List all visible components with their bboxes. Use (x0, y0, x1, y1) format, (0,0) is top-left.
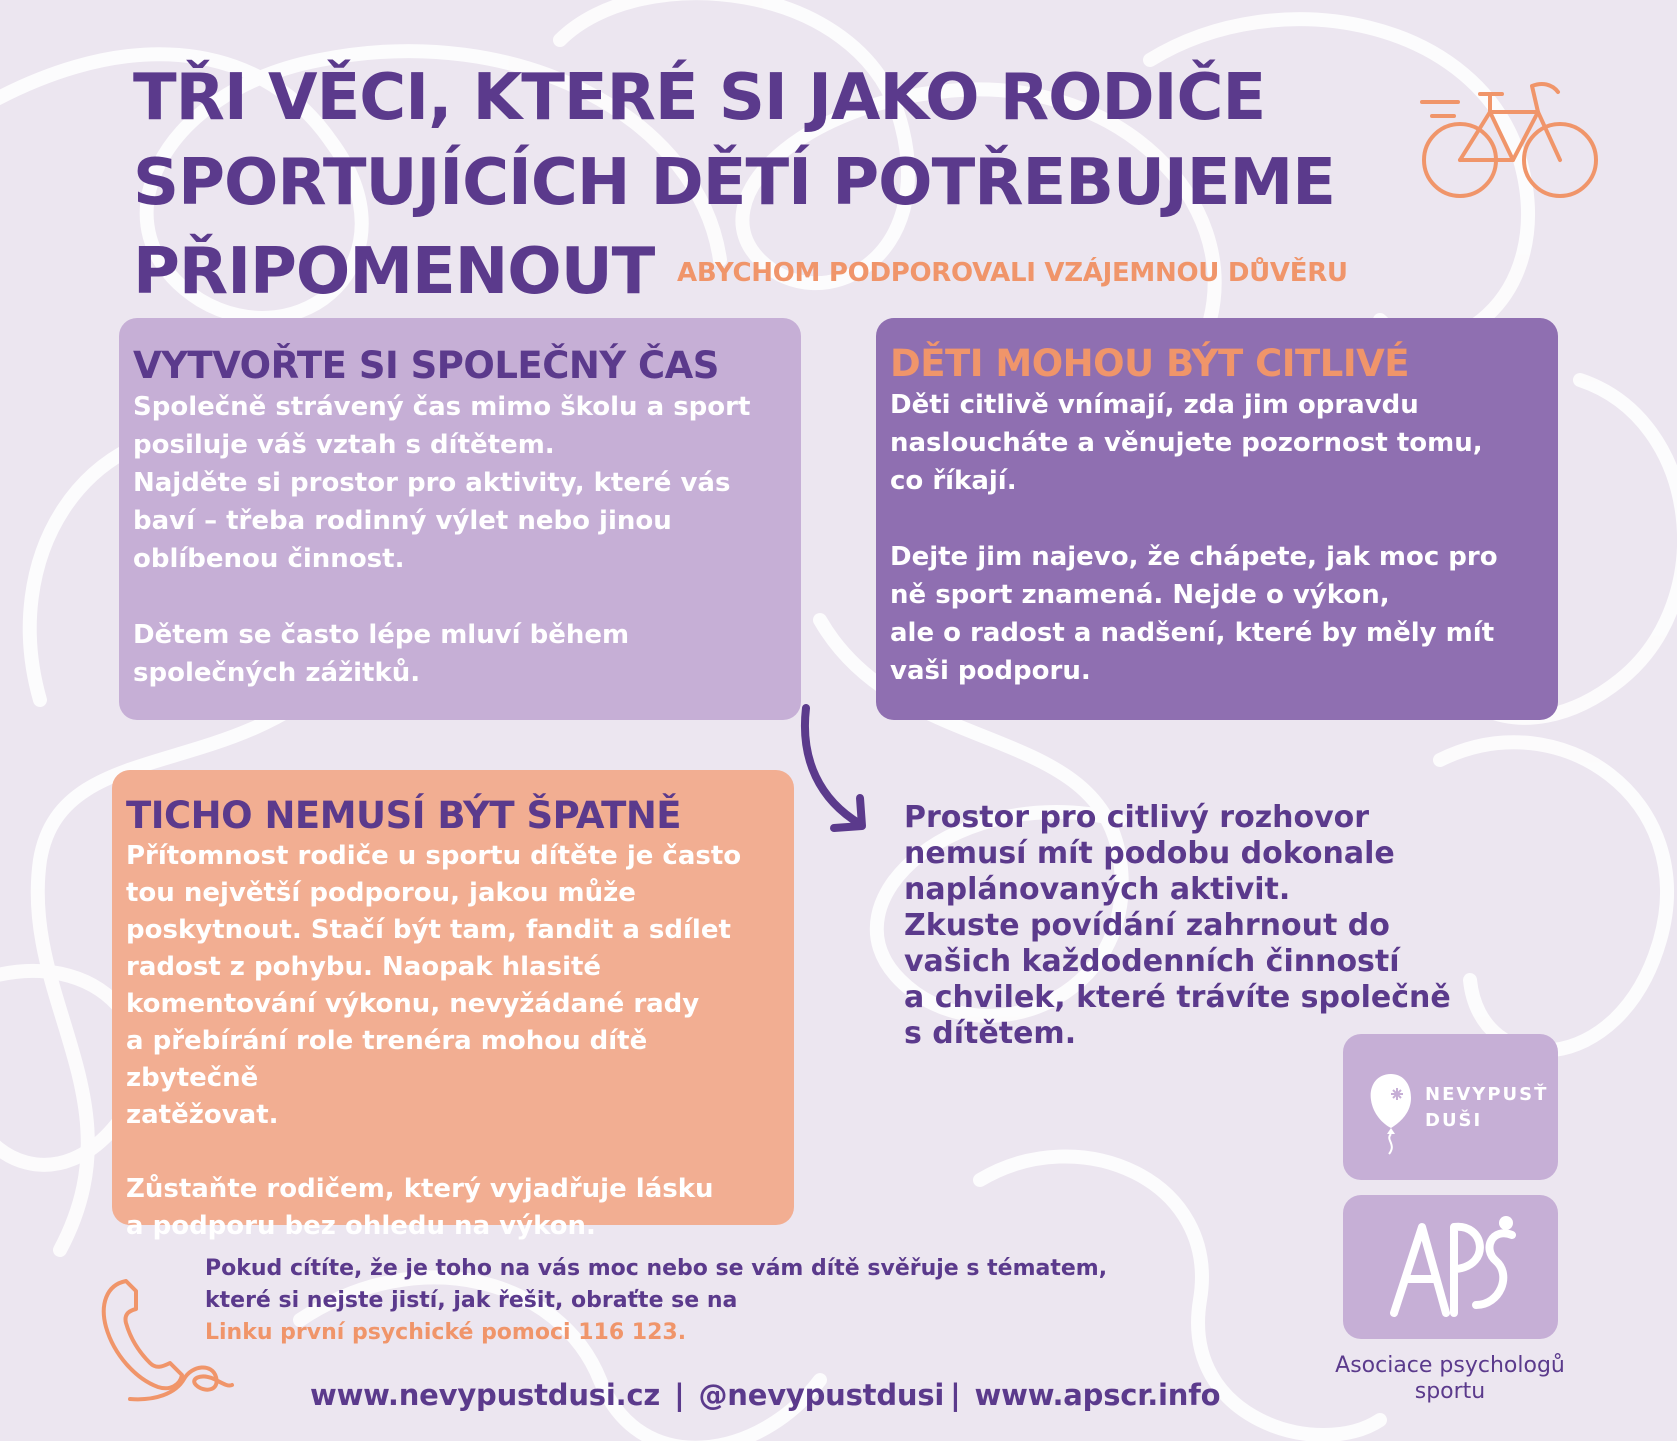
footer-separator: | (674, 1378, 685, 1412)
aps-monogram-icon (1388, 1213, 1528, 1323)
nevypust-dusi-text: NEVYPUSŤ DUŠI (1425, 1084, 1549, 1131)
card-heading: TICHO NEMUSÍ BÝT ŠPATNĚ (126, 794, 682, 837)
card-body: Společně strávený čas mimo školu a sport posiluje váš vztah s dítětem. Najděte si prostor pro aktivity, které vás baví – třeba rodinný výlet nebo jinou oblíbenou činnost. Dětem se často lépe mluví během společných zážitků. (133, 392, 751, 688)
conversation-tip: Prostor pro citlivý rozhovor nemusí mít podobu dokonale naplánovaných aktivit. Zkuste povídání zahrnout do vašich každodenních činností a chvilek, které trávíte společně s dítětem. (904, 800, 1451, 1051)
card-heading: DĚTI MOHOU BÝT CITLIVÉ (890, 342, 1409, 385)
title-line-2: SPORTUJÍCÍCH DĚTÍ POTŘEBUJEME (133, 146, 1335, 220)
subtitle: ABYCHOM PODPOROVALI VZÁJEMNOU DŮVĚRU (677, 258, 1348, 288)
bicycle-icon (1418, 80, 1603, 205)
website-link-apscr[interactable]: www.apscr.info (974, 1378, 1221, 1412)
aps-caption: Asociace psychologů sportu (1335, 1353, 1565, 1404)
title-line-3: PŘIPOMENOUT (133, 235, 655, 309)
card-silence (112, 770, 794, 1241)
card-heading: VYTVOŘTE SI SPOLEČNÝ ČAS (133, 344, 719, 387)
social-handle-link[interactable]: @nevypustdusi (698, 1378, 945, 1412)
card-body: Přítomnost rodiče u sportu dítěte je často tou největší podporou, jakou může poskytnout. Stačí být tam, fandit a sdílet radost z pohybu. Naopak hlasité komentování výkonu, nevyžádané rady a přebírání role trenéra mohou dítě zbytečně zatěžovat. Zůstaňte rodičem, který vyjadřuje lásku a podporu bez ohledu na výkon. (126, 841, 742, 1241)
card-sensitive (876, 318, 1558, 720)
nevypust-dusi-logo (1343, 1034, 1558, 1180)
aps-logo (1343, 1195, 1558, 1339)
card-body: Děti citlivě vnímají, zda jim opravdu nasloucháte a věnujete pozornost tomu, co říkají. Dejte jim najevo, že chápete, jak moc pro ně sport znamená. Nejde o výkon, ale o radost a nadšení, které by měly mít vaši podporu. (890, 390, 1498, 686)
balloon-icon (1367, 1070, 1417, 1156)
help-text: Pokud cítíte, že je toho na vás moc nebo se vám dítě svěřuje s tématem, které si nejste jistí, jak řešit, obraťte se na (205, 1256, 1108, 1313)
help-message (205, 1253, 1205, 1349)
title-line-1: TŘI VĚCI, KTERÉ SI JAKO RODIČE (133, 61, 1266, 135)
helpline-link[interactable]: Linku první psychické pomoci 116 123. (205, 1320, 687, 1345)
footer-separator: | (950, 1378, 961, 1412)
arrow-icon (790, 700, 880, 840)
footer-links (310, 1378, 1220, 1412)
card-shared-time (119, 318, 801, 720)
website-link-nevypustdusi[interactable]: www.nevypustdusi.cz (310, 1378, 661, 1412)
